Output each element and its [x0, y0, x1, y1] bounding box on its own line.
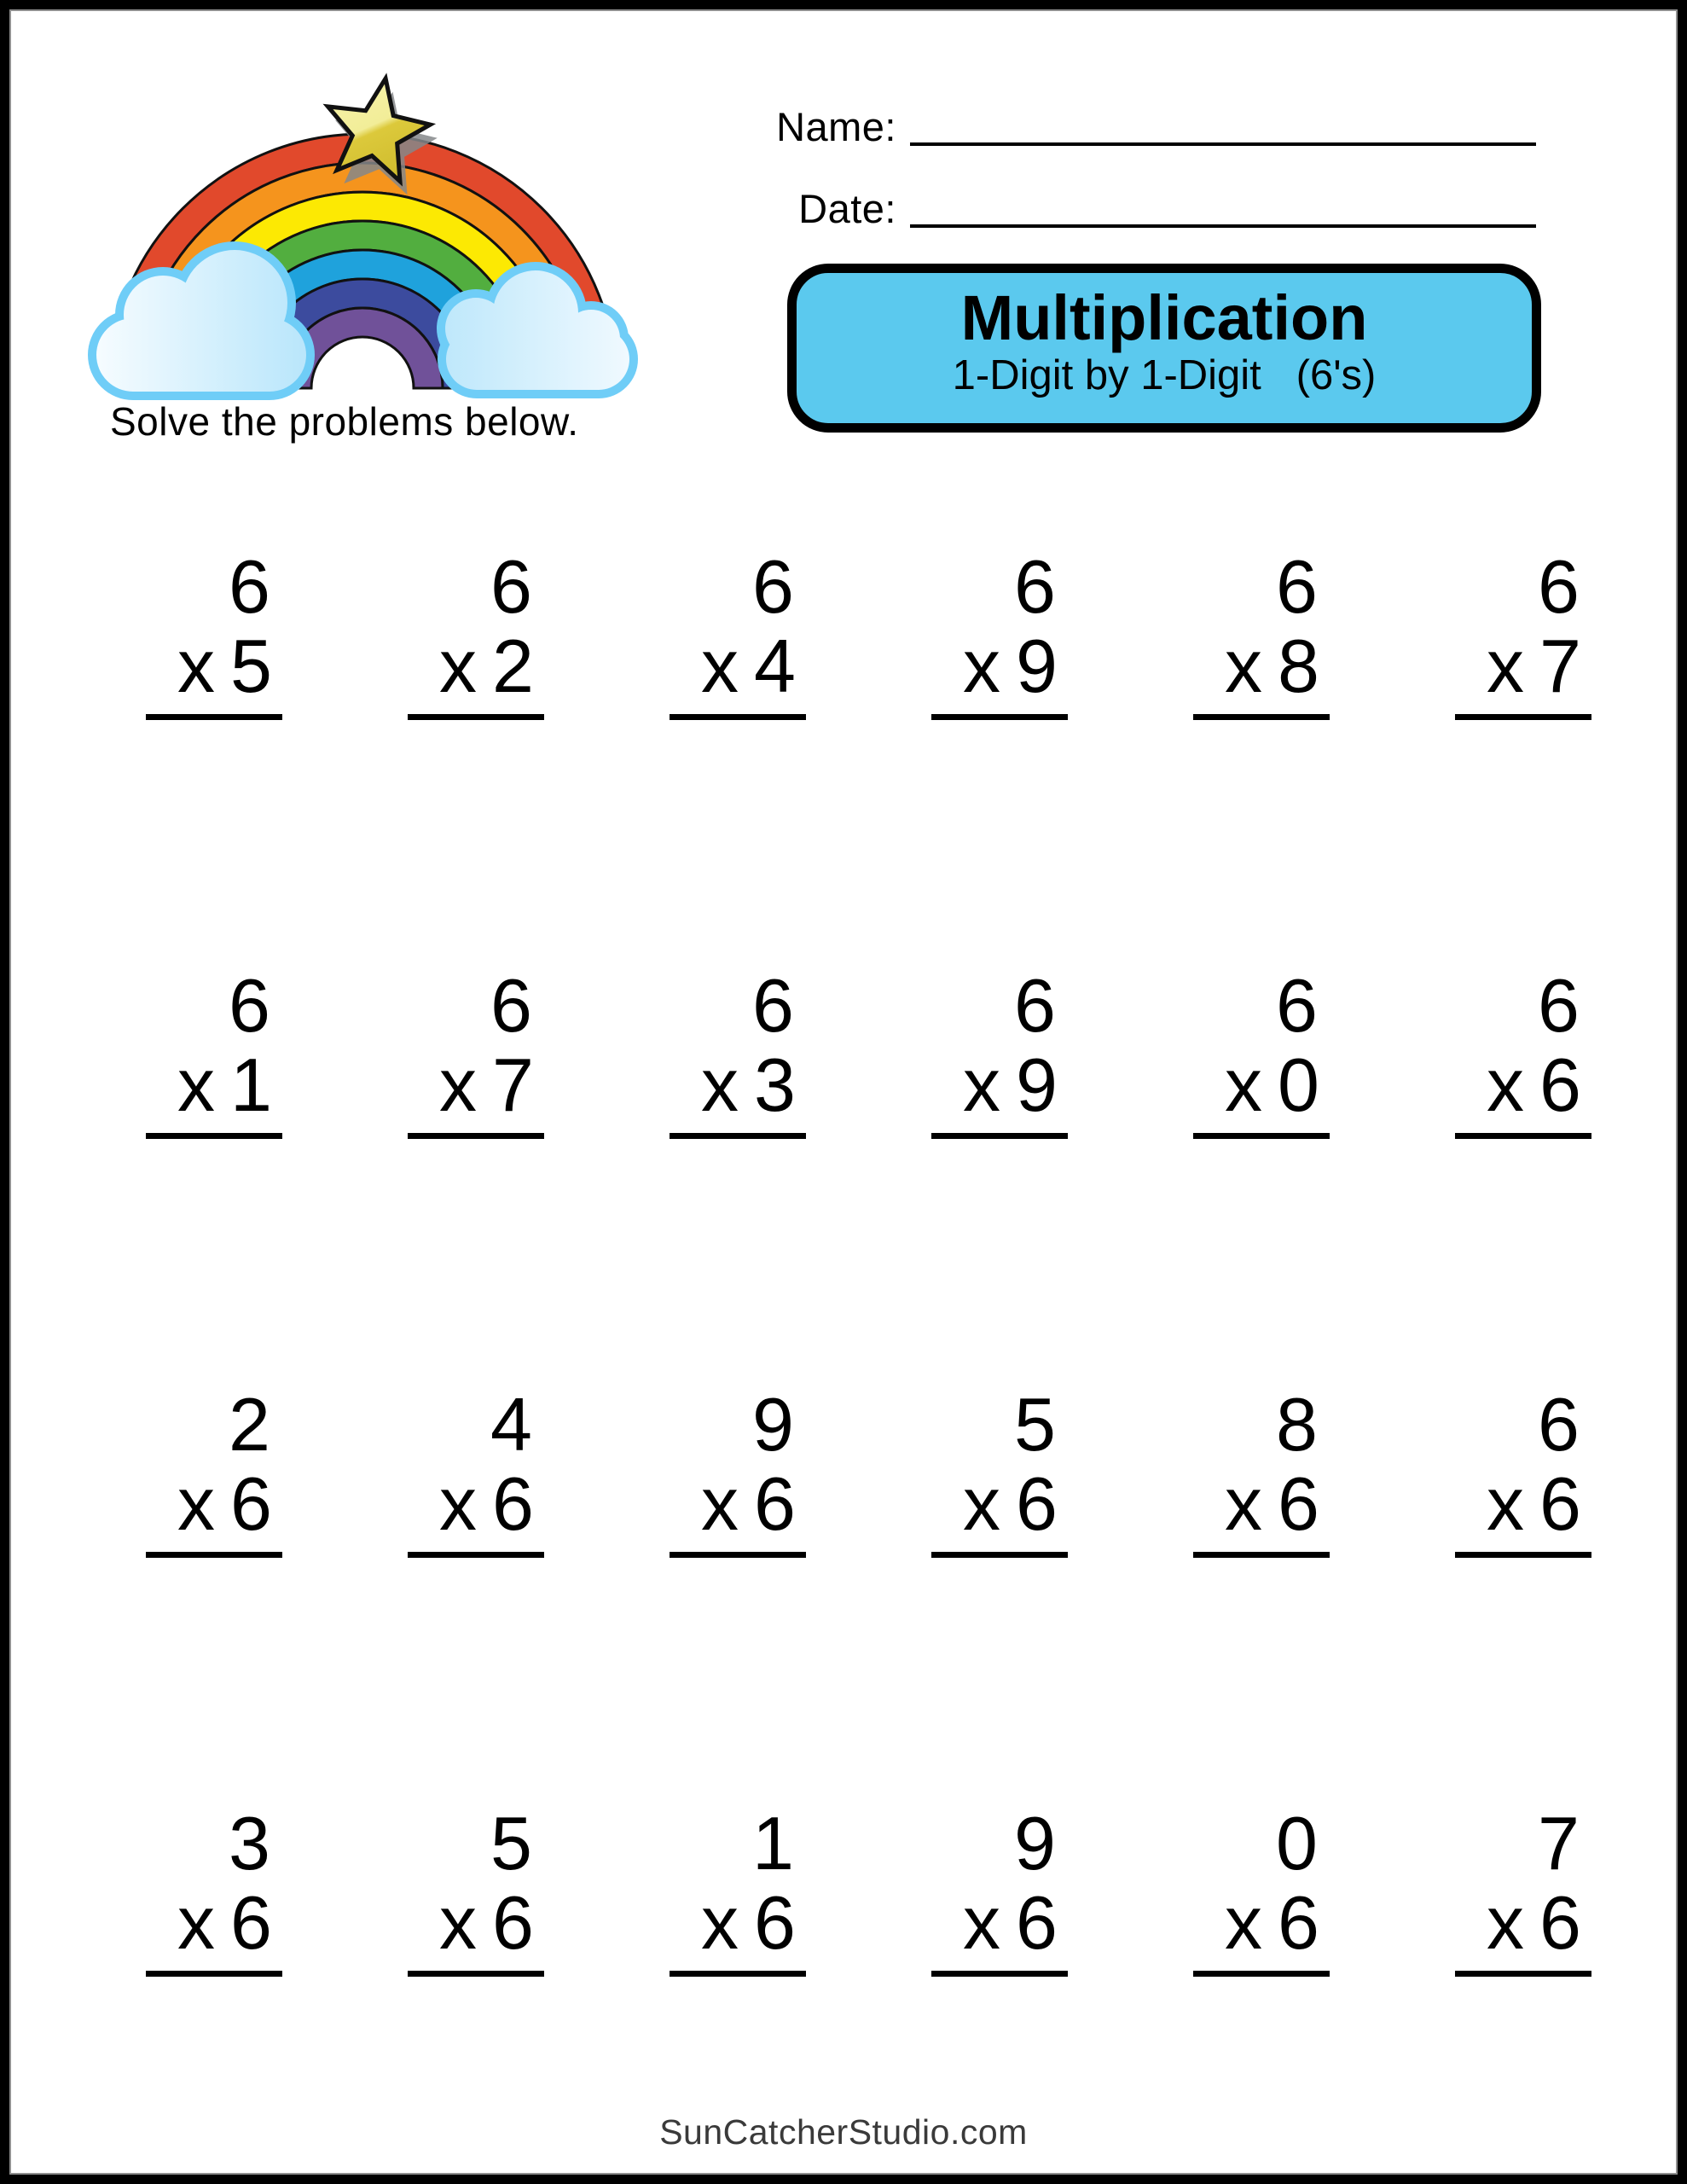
multiply-operator: x	[963, 1879, 1001, 1965]
multiplicand: 6	[1538, 963, 1580, 1048]
multiplier: 5	[230, 623, 272, 708]
answer-space[interactable]	[408, 1558, 544, 1694]
answer-space[interactable]	[1193, 1558, 1330, 1694]
name-label: Name:	[776, 103, 896, 149]
multiply-operator: x	[963, 1461, 1001, 1546]
multiplier: 6	[1539, 1461, 1581, 1546]
multiplier: 4	[754, 623, 796, 708]
multiplier-row	[1193, 1879, 1330, 1977]
multiplier: 6	[492, 1461, 534, 1546]
multiplicand: 6	[229, 544, 270, 629]
multiplicand: 9	[1014, 1801, 1056, 1885]
problem-cell	[931, 544, 1068, 967]
problem-cell	[408, 544, 544, 967]
worksheet-title: Multiplication	[960, 282, 1368, 353]
multiply-operator: x	[177, 1042, 216, 1127]
multiply-operator: x	[701, 1461, 739, 1546]
multiplier-row	[408, 1879, 544, 1977]
multiplicand: 1	[752, 1801, 794, 1885]
multiply-operator: x	[1225, 1879, 1263, 1965]
multiplier-row	[670, 623, 806, 720]
answer-space[interactable]	[670, 720, 806, 857]
worksheet-subtitle: 1-Digit by 1-Digit (6's)	[952, 352, 1377, 398]
problem-cell	[670, 1382, 806, 1805]
problem-cell	[670, 963, 806, 1386]
problem-cell	[1455, 544, 1591, 967]
problems-grid	[146, 544, 1687, 2184]
multiplier: 6	[754, 1879, 796, 1965]
answer-space[interactable]	[1455, 1977, 1591, 2113]
answer-space[interactable]	[1455, 1139, 1591, 1275]
problem-cell	[931, 963, 1068, 1386]
rainbow-star-clouds-illustration	[88, 57, 642, 403]
multiplier: 6	[1539, 1042, 1581, 1127]
multiplicand: 6	[752, 544, 794, 629]
date-label: Date:	[798, 185, 896, 231]
problem-cell	[931, 1382, 1068, 1805]
multiplier-row	[1455, 1042, 1591, 1139]
multiply-operator: x	[439, 1042, 478, 1127]
instruction-text: Solve the problems below.	[110, 399, 579, 444]
multiplicand: 8	[1276, 1382, 1318, 1467]
multiplier: 6	[1016, 1879, 1058, 1965]
problem-cell	[1455, 1382, 1591, 1805]
answer-space[interactable]	[670, 1558, 806, 1694]
multiplier-row	[1193, 1461, 1330, 1558]
multiplicand: 6	[1538, 1382, 1580, 1467]
multiply-operator: x	[177, 623, 216, 708]
multiplicand: 4	[490, 1382, 532, 1467]
multiply-operator: x	[1225, 623, 1263, 708]
multiplier: 6	[492, 1879, 534, 1965]
answer-space[interactable]	[146, 1558, 282, 1694]
problem-cell	[146, 1382, 282, 1805]
problem-cell	[670, 544, 806, 967]
problem-cell	[146, 544, 282, 967]
multiply-operator: x	[177, 1461, 216, 1546]
name-row	[767, 98, 1536, 148]
multiplier-row	[670, 1042, 806, 1139]
answer-space[interactable]	[408, 1977, 544, 2113]
multiplicand: 7	[1538, 1801, 1580, 1885]
multiply-operator: x	[439, 1879, 478, 1965]
answer-space[interactable]	[1193, 720, 1330, 857]
multiplicand: 6	[1014, 544, 1056, 629]
multiplicand: 6	[1276, 963, 1318, 1048]
answer-space[interactable]	[1455, 720, 1591, 857]
multiplier-row	[931, 1879, 1068, 1977]
problem-cell	[408, 1382, 544, 1805]
answer-space[interactable]	[931, 1977, 1068, 2113]
cloud-left-icon	[88, 241, 315, 400]
multiplicand: 6	[1276, 544, 1318, 629]
multiplier: 9	[1016, 1042, 1058, 1127]
multiplier-row	[931, 623, 1068, 720]
multiply-operator: x	[963, 1042, 1001, 1127]
multiplier: 6	[1539, 1879, 1581, 1965]
multiply-operator: x	[439, 1461, 478, 1546]
answer-space[interactable]	[670, 1977, 806, 2113]
multiply-operator: x	[701, 1879, 739, 1965]
multiplicand: 9	[752, 1382, 794, 1467]
date-row	[767, 180, 1536, 229]
answer-space[interactable]	[408, 1139, 544, 1275]
answer-space[interactable]	[1193, 1977, 1330, 2113]
multiplier-row	[670, 1879, 806, 1977]
multiplier: 1	[230, 1042, 272, 1127]
multiplier: 0	[1278, 1042, 1319, 1127]
date-input-line[interactable]	[910, 180, 1536, 228]
multiplier-row	[1193, 1042, 1330, 1139]
multiplier: 6	[754, 1461, 796, 1546]
multiplier-row	[1455, 1879, 1591, 1977]
multiply-operator: x	[1487, 1879, 1525, 1965]
multiplier-row	[931, 1042, 1068, 1139]
answer-space[interactable]	[408, 720, 544, 857]
problem-cell	[146, 963, 282, 1386]
multiply-operator: x	[1487, 1461, 1525, 1546]
multiplicand: 2	[229, 1382, 270, 1467]
multiplier: 6	[230, 1879, 272, 1965]
multiplier-row	[146, 1879, 282, 1977]
multiply-operator: x	[701, 623, 739, 708]
multiply-operator: x	[963, 623, 1001, 708]
multiplicand: 6	[1014, 963, 1056, 1048]
multiplier-row	[1455, 1461, 1591, 1558]
title-box	[787, 264, 1541, 433]
multiplicand: 5	[1014, 1382, 1056, 1467]
multiplier: 7	[492, 1042, 534, 1127]
answer-space[interactable]	[931, 1558, 1068, 1694]
multiply-operator: x	[1487, 1042, 1525, 1127]
multiplier: 6	[1016, 1461, 1058, 1546]
answer-space[interactable]	[1455, 1558, 1591, 1694]
problem-cell	[1455, 963, 1591, 1386]
multiply-operator: x	[177, 1879, 216, 1965]
multiplicand: 6	[229, 963, 270, 1048]
multiplier-row	[408, 1042, 544, 1139]
answer-space[interactable]	[931, 720, 1068, 857]
multiplicand: 6	[490, 544, 532, 629]
multiplier: 8	[1278, 623, 1319, 708]
multiplier: 7	[1539, 623, 1581, 708]
multiply-operator: x	[701, 1042, 739, 1127]
multiplier-row	[1193, 623, 1330, 720]
multiplicand: 6	[490, 963, 532, 1048]
name-date-block	[767, 98, 1536, 262]
multiplicand: 3	[229, 1801, 270, 1885]
multiplier: 6	[230, 1461, 272, 1546]
answer-space[interactable]	[670, 1139, 806, 1275]
multiplier: 2	[492, 623, 534, 708]
answer-space[interactable]	[146, 720, 282, 857]
footer-credit: SunCatcherStudio.com	[659, 2112, 1028, 2152]
problem-cell	[408, 963, 544, 1386]
multiply-operator: x	[1225, 1042, 1263, 1127]
multiplier: 6	[1278, 1879, 1319, 1965]
answer-space[interactable]	[146, 1977, 282, 2113]
multiply-operator: x	[1487, 623, 1525, 708]
multiply-operator: x	[1225, 1461, 1263, 1546]
multiplier-row	[670, 1461, 806, 1558]
problem-cell	[1193, 1382, 1330, 1805]
multiplicand: 5	[490, 1801, 532, 1885]
multiplier-row	[146, 1461, 282, 1558]
multiplier: 6	[1278, 1461, 1319, 1546]
multiplier-row	[408, 623, 544, 720]
problem-cell	[1193, 963, 1330, 1386]
answer-space[interactable]	[1193, 1139, 1330, 1275]
answer-space[interactable]	[146, 1139, 282, 1275]
multiplier-row	[1455, 623, 1591, 720]
multiplicand: 0	[1276, 1801, 1318, 1885]
multiplier: 9	[1016, 623, 1058, 708]
multiplier-row	[146, 1042, 282, 1139]
multiplicand: 6	[752, 963, 794, 1048]
multiplier: 3	[754, 1042, 796, 1127]
name-input-line[interactable]	[910, 98, 1536, 146]
multiply-operator: x	[439, 623, 478, 708]
multiplier-row	[408, 1461, 544, 1558]
problem-cell	[1193, 544, 1330, 967]
multiplier-row	[146, 623, 282, 720]
multiplicand: 6	[1538, 544, 1580, 629]
multiplier-row	[931, 1461, 1068, 1558]
answer-space[interactable]	[931, 1139, 1068, 1275]
